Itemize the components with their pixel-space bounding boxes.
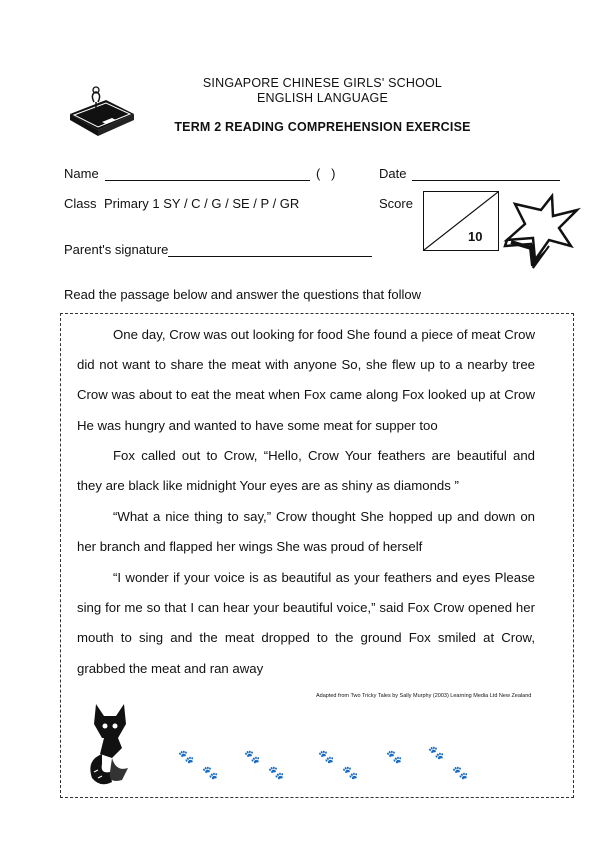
date-label: Date [379, 166, 407, 181]
parent-signature-field[interactable] [168, 256, 372, 257]
name-field[interactable] [105, 180, 310, 181]
instructions: Read the passage below and answer the questions that follow [64, 287, 422, 302]
passage-paragraph-2: Fox called out to Crow, “Hello, Crow Your feathers are beautiful and they are black like midnight Your eyes are as shiny as diamonds ” [77, 448, 535, 494]
star-icon [497, 190, 585, 278]
class-value: Primary 1 SY / C / G / SE / P / GR [104, 196, 300, 211]
passage-paragraph-4: “I wonder if your voice is as beautiful as your feathers and eyes Please sing for me so that I can hear your beautiful voice,” said Fox Crow opened her mouth to sing and the meat dropped to the ground Fox smiled at Crow, grabbed the meat and ran away [77, 570, 535, 676]
name-label: Name [64, 166, 99, 181]
school-name: SINGAPORE CHINESE GIRLS' SCHOOL [202, 76, 443, 90]
register-number-field[interactable]: ( ) [316, 166, 336, 181]
fox-icon [82, 698, 138, 790]
source-credit: Adapted from Two Tricky Tales by Sally Murphy (2003) Learning Media Ltd New Zealand [316, 693, 532, 699]
paw-prints-icon: 🐾 🐾 🐾 🐾 🐾 🐾 🐾 🐾 🐾 [178, 745, 469, 780]
parent-signature-label: Parent's signature [64, 242, 169, 257]
score-total: 10 [468, 229, 483, 244]
page-title: TERM 2 READING COMPREHENSION EXERCISE [174, 120, 471, 134]
score-label: Score [379, 196, 413, 211]
score-box[interactable] [423, 191, 499, 251]
passage-paragraph-3: “What a nice thing to say,” Crow thought She hopped up and down on her branch and flapped her wings She was proud of herself [77, 509, 535, 555]
class-label: Class [64, 196, 97, 211]
passage-paragraph-1: One day, Crow was out looking for food She found a piece of meat Crow did not want to share the meat with anyone So, she flew up to a nearby tree Crow was about to eat the meat when Fox came along Fox looked up at Crow He was hungry and wanted to have some meat for supper too [77, 327, 535, 433]
date-field[interactable] [412, 180, 560, 181]
subject-name: ENGLISH LANGUAGE [256, 91, 388, 105]
